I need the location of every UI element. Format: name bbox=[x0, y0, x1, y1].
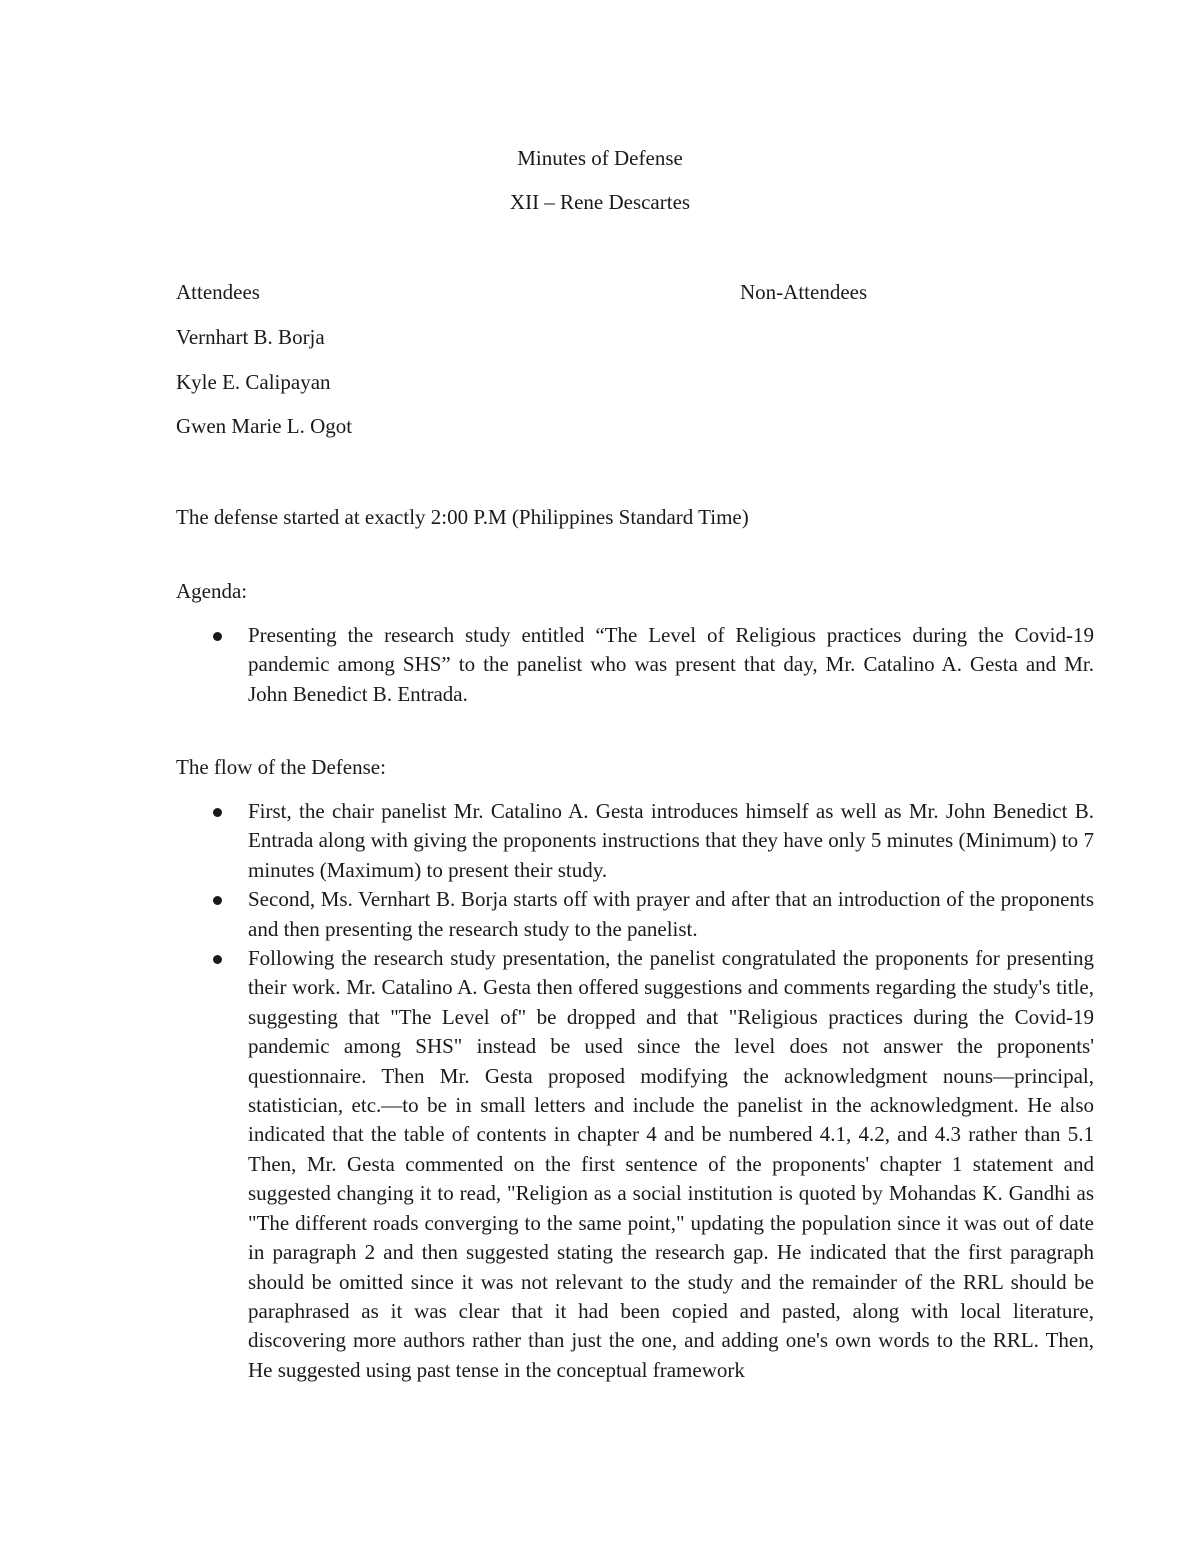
flow-item-text: First, the chair panelist Mr. Catalino A. Gesta introduces himself as well as Mr. John Benedict B. Entrada along with giving the proponents instructions that they have only 5 minutes (Minimum) to 7 minutes (Maximum) to present their study. bbox=[248, 799, 1094, 882]
bullet-icon bbox=[213, 896, 222, 905]
attendee-name: Kyle E. Calipayan bbox=[176, 370, 331, 394]
document-title: Minutes of Defense bbox=[517, 146, 683, 170]
document-subtitle: XII – Rene Descartes bbox=[509, 190, 691, 214]
attendees-heading: Attendees bbox=[176, 280, 260, 304]
flow-item-text: Second, Ms. Vernhart B. Borja starts off with prayer and after that an introduction of the proponents and then presenting the research study to the panelist. bbox=[248, 887, 1094, 941]
non-attendees-heading: Non-Attendees bbox=[740, 280, 868, 304]
start-time-statement: The defense started at exactly 2:00 P.M (Philippines Standard Time) bbox=[176, 505, 749, 529]
bullet-icon bbox=[213, 632, 222, 641]
flow-item-text: Following the research study presentation, the panelist congratulated the proponents for presenting their work. Mr. Catalino A. Gesta then offered suggestions and comments regarding the study's title, suggesting that "The Level of" be dropped and that "Religious practices during the Covid-19 pandemic among SHS" instead be used since the level does not answer the proponents' questionnaire. Then Mr. Gesta proposed modifying the acknowledgment nouns—principal, statistician, etc.—to be in small letters and include the panelist in the acknowledgment. He also indicated that the table of contents in chapter 4 and be numbered 4.1, 4.2, and 4.3 rather than 5.1 Then, Mr. Gesta commented on the first sentence of the proponents' chapter 1 statement and suggested changing it to read, "Religion as a social institution is quoted by Mohandas K. Gandhi as "The different roads converging to the same point," updating the population since it was out of date in paragraph 2 and then suggested stating the research gap. He indicated that the first paragraph should be omitted since it was not relevant to the study and the remainder of the RRL should be paraphrased as it was clear that it had been copied and pasted, along with local literature, discovering more authors rather than just the one, and adding one's own words to the RRL. Then, He suggested using past tense in the conceptual framework bbox=[248, 946, 1094, 1382]
flow-item bbox=[248, 885, 1094, 944]
flow-item bbox=[248, 944, 1094, 1385]
flow-heading: The flow of the Defense: bbox=[176, 755, 386, 779]
agenda-heading: Agenda: bbox=[176, 579, 248, 603]
agenda-item bbox=[248, 621, 1094, 709]
agenda-item-text: Presenting the research study entitled “The Level of Religious practices during the Covid-19 pandemic among SHS” to the panelist who was present that day, Mr. Catalino A. Gesta and Mr. John Benedict B. Entrada. bbox=[248, 623, 1094, 706]
attendee-name: Gwen Marie L. Ogot bbox=[176, 414, 353, 438]
bullet-icon bbox=[213, 808, 222, 817]
flow-item bbox=[248, 797, 1094, 885]
agenda-list bbox=[0, 621, 1200, 709]
bullet-icon bbox=[213, 955, 222, 964]
flow-list bbox=[0, 797, 1200, 1385]
attendee-name: Vernhart B. Borja bbox=[176, 325, 325, 349]
